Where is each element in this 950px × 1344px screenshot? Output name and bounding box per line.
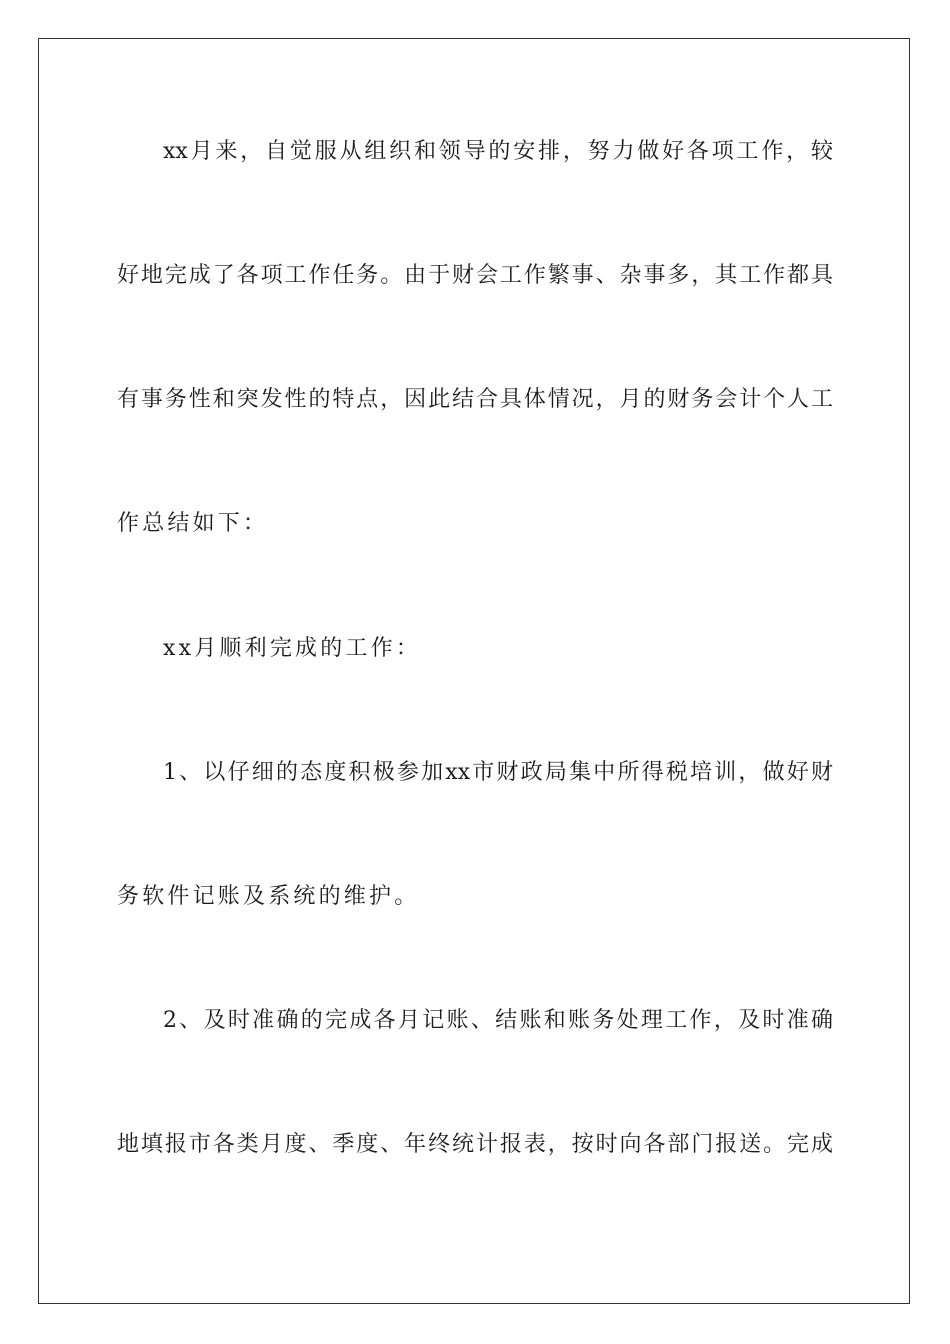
section-heading-completed-work: xx月顺利完成的工作： bbox=[163, 636, 422, 661]
item-1-line-1: 1、以仔细的态度积极参加xx市财政局集中所得税培训，做好财 bbox=[163, 760, 833, 785]
paragraph-1-line-4: 作总结如下： bbox=[117, 511, 269, 536]
item-1-line-2: 务软件记账及系统的维护。 bbox=[117, 884, 420, 909]
item-2-line-1: 2、及时准确的完成各月记账、结账和账务处理工作，及时准确 bbox=[163, 1008, 833, 1033]
paragraph-1-line-3: 有事务性和突发性的特点，因此结合具体情况，月的财务会计个人工 bbox=[117, 387, 833, 412]
paragraph-1-line-2: 好地完成了各项工作任务。由于财会工作繁事、杂事多，其工作都具 bbox=[117, 263, 833, 288]
item-2-line-2: 地填报市各类月度、季度、年终统计报表，按时向各部门报送。完成 bbox=[117, 1132, 833, 1157]
paragraph-1-line-1: xx月来，自觉服从组织和领导的安排，努力做好各项工作，较 bbox=[163, 139, 833, 164]
page-frame bbox=[38, 38, 910, 1304]
